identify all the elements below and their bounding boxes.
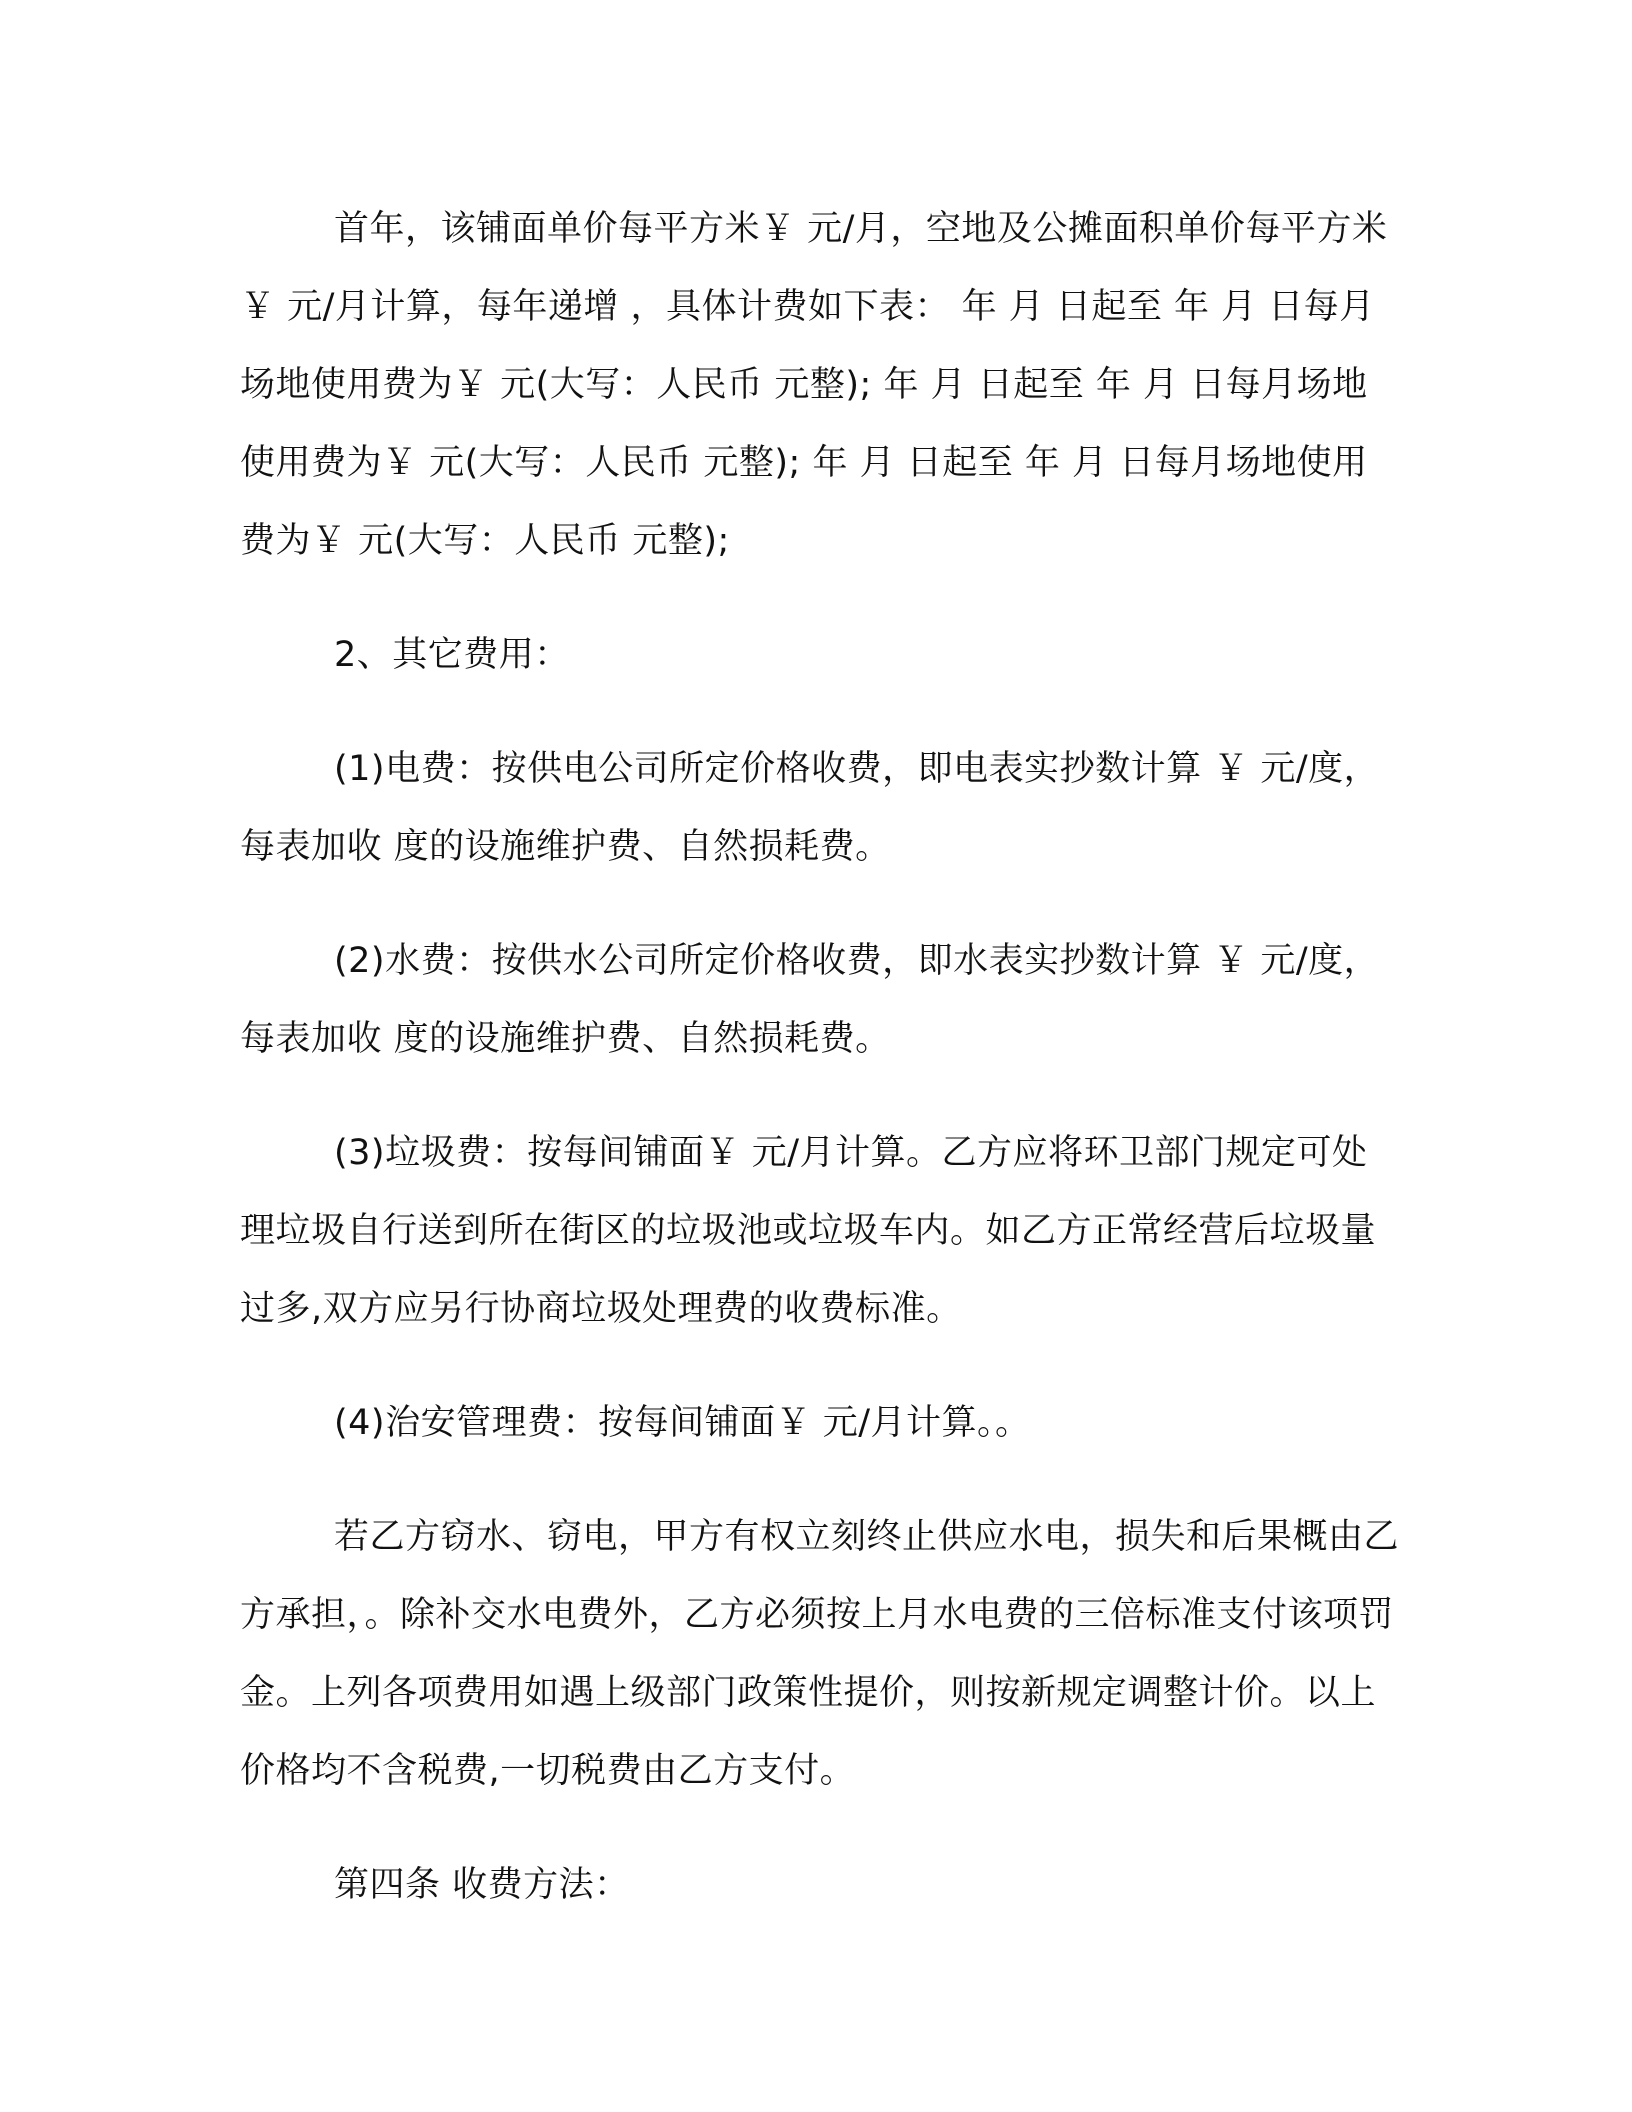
paragraph-security-fee: (4)治安管理费：按每间铺面￥ 元/月计算。。 <box>334 1403 1031 1443</box>
paragraph-article-four-heading: 第四条 收费方法： <box>334 1865 630 1905</box>
paragraph-electricity-fee: (1)电费：按供电公司所定价格收费，即电表实抄数计算 ￥ 元/度，每表加收 度的设施维护费、自然损耗费。 <box>240 749 1380 867</box>
paragraph-other-fees-heading: 2、其它费用： <box>334 635 570 675</box>
paragraph-water-fee: (2)水费：按供水公司所定价格收费，即水表实抄数计算 ￥ 元/度，每表加收 度的设施维护费、自然损耗费。 <box>240 941 1380 1059</box>
paragraph-first-year-fees: 首年，该铺面单价每平方米￥ 元/月，空地及公摊面积单价每平方米￥ 元/月计算，每年递增 ，具体计费如下表： 年 月 日起至 年 月 日每月场地使用费为￥ 元(大写：人民币 元整); 年 月 日起至 年 月 日每月场地使用费为￥ 元(大写：人民币 元整); 年 月 日起至 年 月 日每月场地使用费为￥ 元(大写：人民币 元整); <box>240 209 1388 561</box>
paragraph-penalty-clause: 若乙方窃水、窃电，甲方有权立刻终止供应水电，损失和后果概由乙方承担，。除补交水电费外，乙方必须按上月水电费的三倍标准支付该项罚金。上列各项费用如遇上级部门政策性提价，则按新规定调整计价。以上价格均不含税费,一切税费由乙方支付。 <box>240 1517 1400 1791</box>
paragraph-garbage-fee: (3)垃圾费：按每间铺面￥ 元/月计算。乙方应将环卫部门规定可处理垃圾自行送到所在街区的垃圾池或垃圾车内。如乙方正常经营后垃圾量过多,双方应另行协商垃圾处理费的收费标准。 <box>240 1133 1377 1329</box>
document-body <box>240 190 1400 1960</box>
